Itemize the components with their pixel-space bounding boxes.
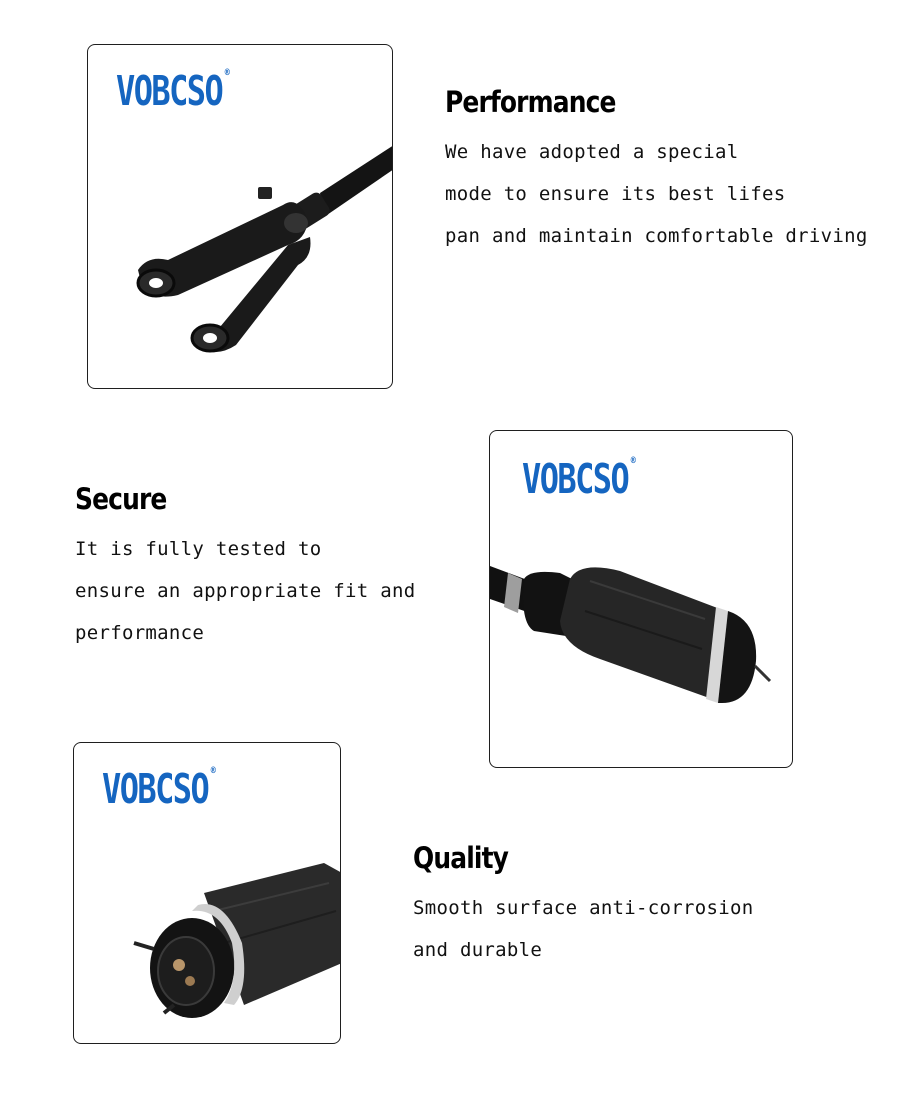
section-heading-secure: Secure (75, 482, 167, 516)
section-text-line: We have adopted a special (445, 141, 739, 163)
section-text-line: It is fully tested to (75, 538, 322, 560)
fork-mount-image (88, 45, 393, 389)
product-image-card-air-spring-side (489, 430, 793, 768)
section-heading-quality: Quality (413, 841, 509, 875)
section-heading-performance: Performance (445, 85, 616, 119)
section-text-line: Smooth surface anti-corrosion (413, 897, 754, 919)
air-spring-side-image (490, 431, 793, 768)
registered-mark: ® (209, 766, 217, 776)
brand-logo-text: VOBCSO (102, 765, 209, 813)
air-spring-top-image (74, 743, 341, 1044)
product-image-card-fork (87, 44, 393, 389)
section-text-line: mode to ensure its best lifes (445, 183, 786, 205)
brand-logo-text: VOBCSO (116, 67, 223, 115)
section-text-line: pan and maintain comfortable driving (445, 225, 868, 247)
registered-mark: ® (223, 68, 231, 78)
product-image-card-air-spring-top (73, 742, 341, 1044)
brand-logo-text: VOBCSO (522, 455, 629, 503)
section-text-line: ensure an appropriate fit and (75, 580, 416, 602)
section-text-line: and durable (413, 939, 543, 961)
section-text-line: performance (75, 622, 205, 644)
registered-mark: ® (629, 456, 637, 466)
